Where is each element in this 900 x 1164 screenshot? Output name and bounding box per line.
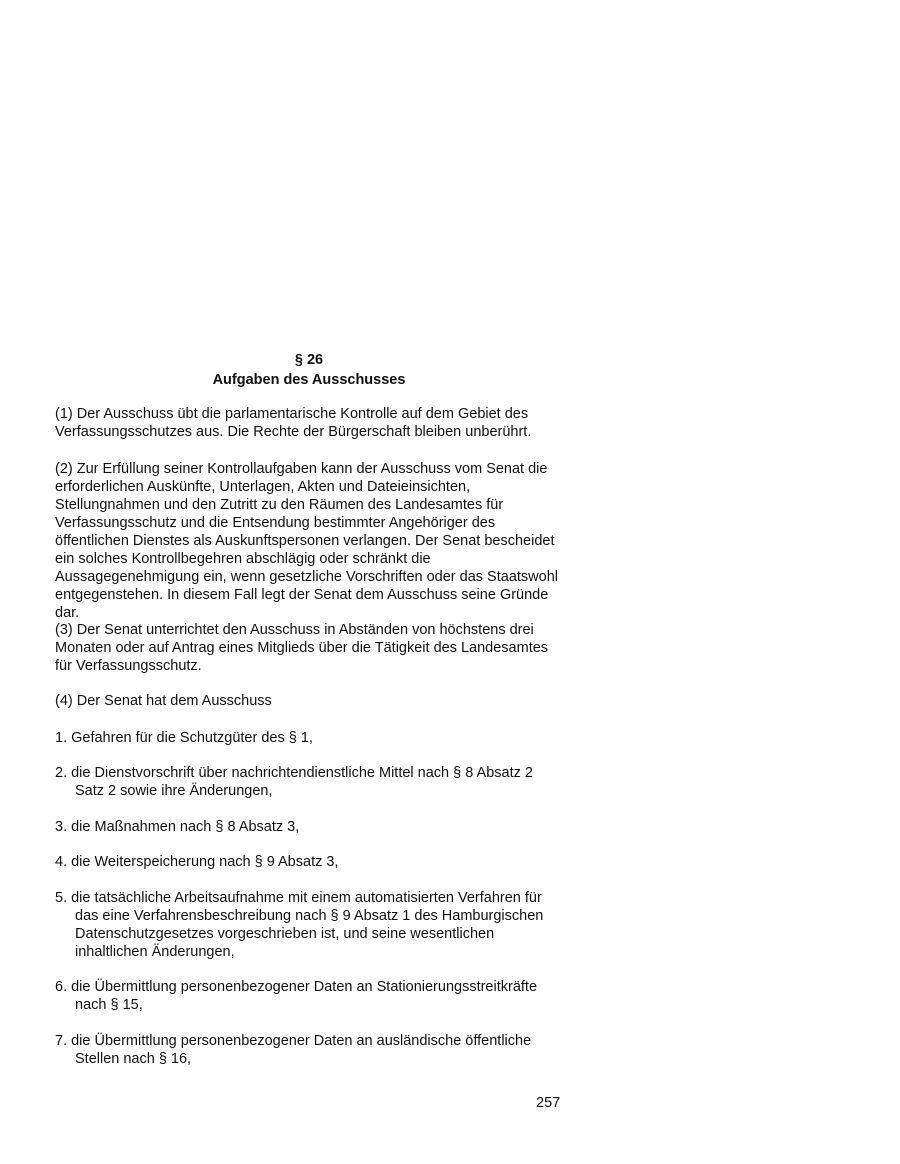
paragraph-4: (4) Der Senat hat dem Ausschuss xyxy=(55,693,272,709)
list-item-4: 4. die Weiterspeicherung nach § 9 Absatz 3, xyxy=(55,854,339,870)
paragraph-2: (2) Zur Erfüllung seiner Kontrollaufgaben kann der Ausschuss vom Senat die erforderlichen Auskünfte, Unterlagen, Akten und Dateieinsichten, Stellungnahmen und den Zutritt zu den Räumen des Landesamtes für Verfassungsschutz und die Entsendung bestimmter Angehöriger des öffentlichen Dienstes als Auskunftspersonen verlangen. Der Senat bescheidet ein solches Kontrollbegehren abschlägig oder schränkt die Aussagegenehmigung ein, wenn gesetzliche Vorschriften oder das Staatswohl entgegenstehen. In diesem Fall legt der Senat dem Ausschuss seine Gründe dar. xyxy=(55,461,558,621)
list-item-3: 3. die Maßnahmen nach § 8 Absatz 3, xyxy=(55,819,300,835)
section-number: § 26 xyxy=(294,352,324,368)
list-item-6: 6. die Übermittlung personenbezogener Daten an Stationierungsstreitkräfte nach § 15, xyxy=(55,979,538,1013)
list-item-1: 1. Gefahren für die Schutzgüter des § 1, xyxy=(55,730,313,746)
section-title: Aufgaben des Ausschusses xyxy=(212,372,406,388)
list-item-7: 7. die Übermittlung personenbezogener Daten an ausländische öffentliche Stellen nach § 16, xyxy=(55,1033,532,1067)
list-item-2: 2. die Dienstvorschrift über nachrichtendienstliche Mittel nach § 8 Absatz 2 Satz 2 sowie ihre Änderungen, xyxy=(55,765,533,799)
list-item-5: 5. die tatsächliche Arbeitsaufnahme mit einem automatisierten Verfahren für das eine Verfahrensbeschreibung nach § 9 Absatz 1 des Hamburgischen Datenschutzgesetzes vorgeschrieben ist, und seine wesentlichen inhaltlichen Änderungen, xyxy=(55,890,544,960)
paragraph-1: (1) Der Ausschuss übt die parlamentarische Kontrolle auf dem Gebiet des Verfassungsschutzes aus. Die Rechte der Bürgerschaft bleiben unberührt. xyxy=(55,406,532,440)
page-number: 257 xyxy=(536,1095,561,1111)
paragraph-3: (3) Der Senat unterrichtet den Ausschuss in Abständen von höchstens drei Monaten oder auf Antrag eines Mitglieds über die Tätigkeit des Landesamtes für Verfassungsschutz. xyxy=(55,622,549,674)
